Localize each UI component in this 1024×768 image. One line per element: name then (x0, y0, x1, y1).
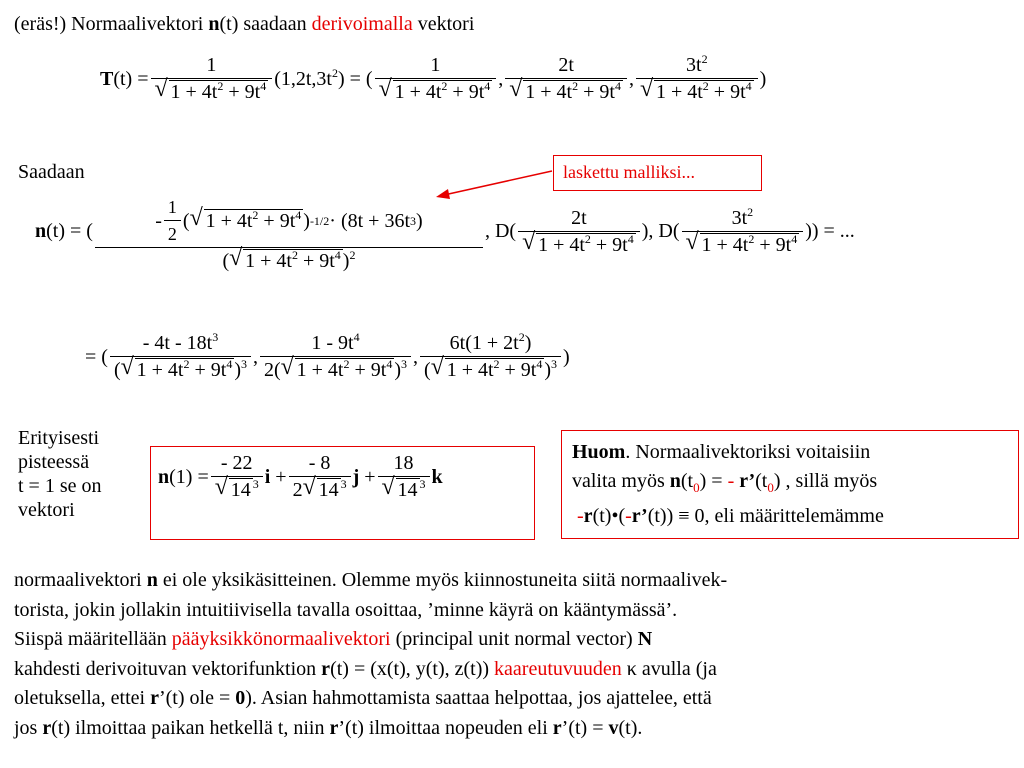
equation-T: T(t) = 1 √ $1 + 4t^2 + 9t^4$ $(1,2t,3t^2)$ = ( 1 √ $1 + 4t^2 + 9t^4$ , 2t √ $1 + 4t^2 + 9t^4$ , $3t^2$ √ $1 + 4t^2 + 9t^4$ ) (100, 54, 766, 103)
body-paragraph: normaalivektori n ei ole yksikäsitteinen. Olemme myös kiinnostuneita siitä normaalivek- torista, jokin jollakin intuitiivisella tavalla osoittaa, ’minne käyrä on kääntymässä’. Siispä määritellään pääyksikkönormaalivektori (principal unit normal vector) N kahdesti derivoituvan vektorifunktion r(t) = (x(t), y(t), z(t)) kaareutuvuuden κ avulla (ja oletuksella, ettei r’(t) ole = 0). Asian hahmottamista saattaa helpottaa, jos ajattelee, että jos r(t) ilmoittaa paikan hetkellä t, niin r’(t) ilmoittaa nopeuden eli r’(t) = v(t). (14, 569, 728, 739)
equation-n: n(t) = ( - $\frac{1}{2}$ ( √ $1 + 4t^2 + 9t^4$ ) -1/2 · (8t + 36t 3 ) (√ $1 + 4t^2 + 9t^4$ )$^2$ , D( 2t √ $1 + 4t^2 + 9t^4$ ), D( $3t^2$ √ $1 + 4t^2 + 9t^4$ )) = ... (35, 190, 855, 272)
intro-highlight: derivoimalla (311, 13, 413, 35)
equation-result: = ( $\frac{- 4t - 18t^3}{(√ 1 + 4t^2 + 9t^4 )^3}$ , $\frac{1 - 9t^4}{2(√ 1 + 4t^2 + 9t^4 )^3}$ , $\frac{6t(1 + 2t^2)}{(√ 1 + 4t^2 + 9t^4 )^3}$ ) (85, 332, 570, 381)
huom-text: Huom. Normaalivektoriksi voitaisiin valita myös $n(t_0)$ = - $r’(t_0)$ , sillä myös -r(t)•(-r’(t)) ≡ 0, eli määrittelemämme (572, 441, 884, 527)
callout-text: laskettu malliksi... (563, 162, 695, 182)
intro-n: n (208, 13, 220, 35)
intro-line (14, 12, 474, 36)
intro-text-mid: (t) saadaan (219, 13, 312, 35)
intro-text: (eräs!) Normaalivektori (14, 13, 209, 35)
equation-n1: n(1) = - 22 √ 14 $^3$ i + $\frac{- 8}{2√ 14 ^3}$ j + 18 √ 14 $^3$ k (158, 452, 443, 501)
intro-text-end: vektori (412, 13, 475, 35)
special-text: Erityisesti pisteessä t = 1 se on vektori (18, 427, 102, 521)
saadaan-label: Saadaan (18, 161, 85, 183)
